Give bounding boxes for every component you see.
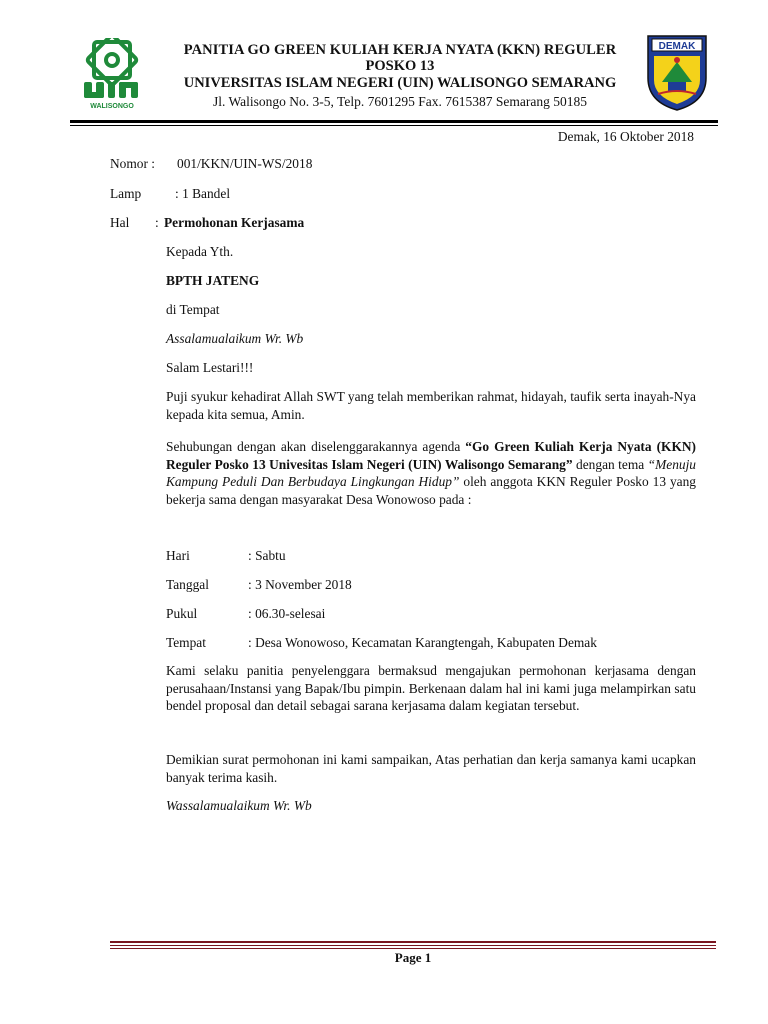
nomor-value: 001/KKN/UIN-WS/2018 (177, 156, 313, 171)
detail-value-pukul: : 06.30-selesai (248, 606, 326, 621)
recipient-greeting: Kepada Yth. (166, 244, 234, 259)
agenda-intro: Sehubungan dengan akan diselenggarakannya agenda (166, 439, 466, 454)
detail-label-pukul: Pukul (166, 606, 198, 621)
detail-label-hari: Hari (166, 548, 190, 563)
agenda-theme-intro: dengan tema (572, 456, 648, 472)
footer-rule-thin (110, 948, 716, 949)
letterhead-university: UNIVERSITAS ISLAM NEGERI (UIN) WALISONGO SEMARANG (183, 75, 617, 91)
paragraph-request: Kami selaku panitia penyelenggara bermaksud mengajukan permohonan kerjasama dengan perusahaan/Instansi yang Bapak/Ibu pimpin. Berkenaan dalam hal ini kami juga melampirkan satu bendel proposal dan detail sebagai sarana kerjasama dalam kegiatan tersebut. (166, 663, 696, 713)
recipient-place: di Tempat (166, 302, 220, 317)
nomor-label: Nomor : (110, 156, 156, 171)
agenda-title: “Go Green Kuliah Kerja Nyata (KKN) Reguler Posko 13 Univesitas Islam Negeri (UIN) Walisongo Semarang” (166, 439, 696, 472)
recipient-name: BPTH JATENG (166, 273, 260, 288)
letterhead-posko: POSKO 13 (365, 58, 435, 74)
page-number: Page 1 (394, 950, 432, 965)
footer-rule-thick (110, 941, 716, 943)
hal-label: Hal (110, 215, 130, 230)
detail-value-hari: : Sabtu (248, 548, 286, 563)
paragraph-agenda (166, 438, 696, 508)
detail-value-tanggal: : 3 November 2018 (248, 577, 352, 592)
demak-logo-text: DEMAK (658, 41, 696, 52)
paragraph-gratitude: Puji syukur kehadirat Allah SWT yang telah memberikan rahmat, hidayah, taufik serta inayah-Nya kepada kita semua, Amin. (166, 389, 696, 422)
demak-regency-logo (644, 32, 710, 112)
letterhead-address: Jl. Walisongo No. 3-5, Telp. 7601295 Fax. 7615387 Semarang 50185 (213, 94, 587, 109)
footer-rule-middle (110, 945, 716, 946)
paragraph-closing: Demikian surat permohonan ini kami sampaikan, Atas perhatian dan kerja samanya kami ucapkan banyak terima kasih. (166, 752, 696, 785)
lamp-label: Lamp (110, 186, 142, 201)
salam-lestari: Salam Lestari!!! (166, 360, 254, 375)
hal-colon: : (155, 215, 159, 230)
hal-value: Permohonan Kerjasama (164, 215, 305, 230)
agenda-outro: oleh anggota KKN Reguler Posko 13 yang bekerja sama dengan masyarakat Desa Wonowoso pada : (166, 474, 696, 507)
detail-label-tempat: Tempat (166, 635, 206, 650)
letterhead-rule-thick (70, 120, 718, 123)
opening-salam: Assalamualaikum Wr. Wb (166, 331, 304, 346)
lamp-value: : 1 Bandel (175, 186, 231, 201)
letterhead-rule-thin (70, 125, 718, 126)
detail-value-tempat: : Desa Wonowoso, Kecamatan Karangtengah, Kabupaten Demak (248, 635, 597, 650)
letter-date: Demak, 16 Oktober 2018 (557, 129, 694, 144)
uin-walisongo-logo (70, 38, 154, 110)
agenda-theme: “Menuju Kampung Peduli Dan Berbudaya Lingkungan Hidup” (166, 456, 697, 489)
letterhead-title: PANITIA GO GREEN KULIAH KERJA NYATA (KKN) REGULER (183, 42, 617, 58)
uin-logo-text: WALISONGO (90, 103, 134, 110)
closing-salam: Wassalamualaikum Wr. Wb (166, 798, 312, 813)
detail-label-tanggal: Tanggal (166, 577, 209, 592)
